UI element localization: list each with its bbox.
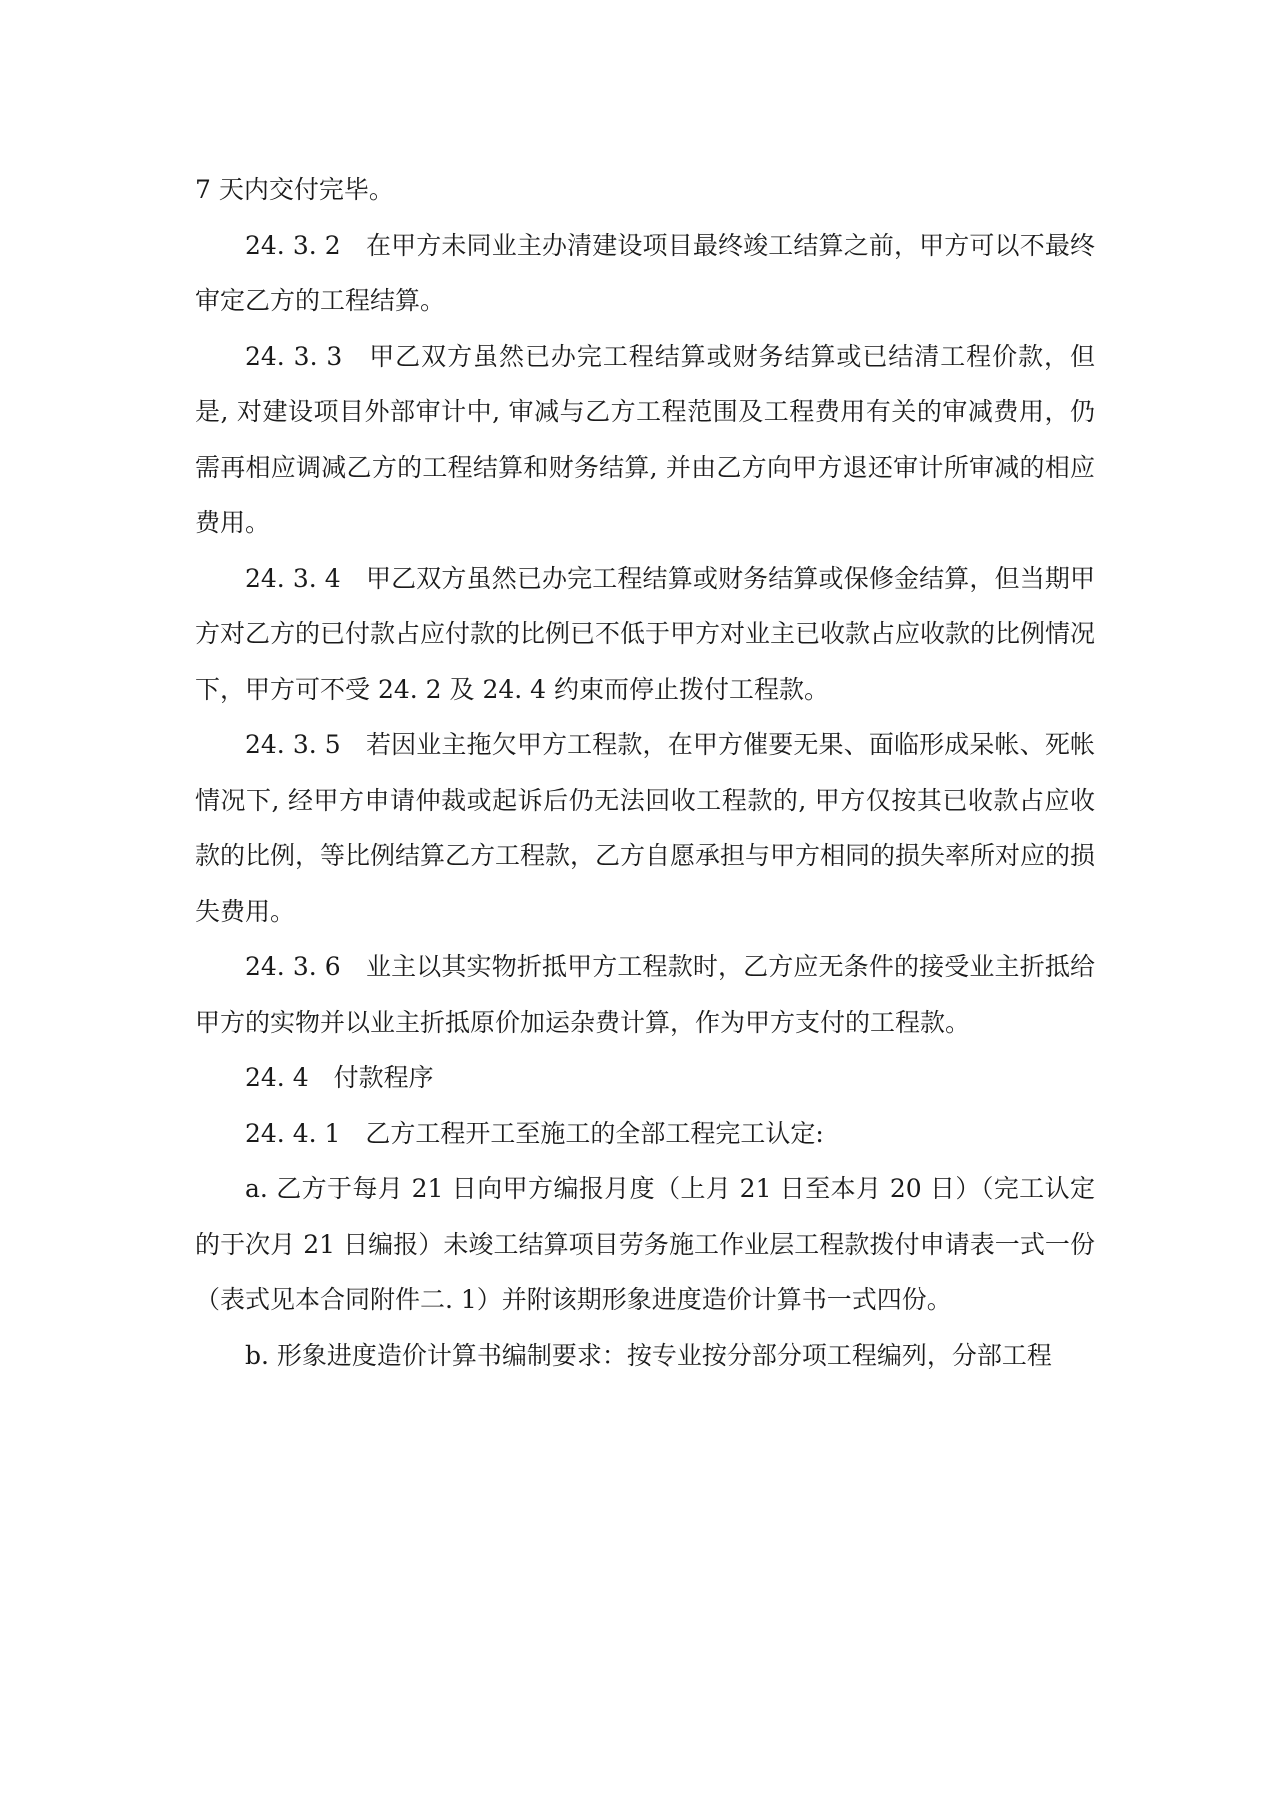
section-heading-24-4: 24. 4 付款程序 <box>245 1063 434 1092</box>
document-body <box>195 162 1095 1383</box>
paragraph-24-3-4: 24. 3. 4 甲乙双方虽然已办完工程结算或财务结算或保修金结算，但当期甲方对乙方的已付款占应付款的比例已不低于甲方对业主已收款占应收款的比例情况下，甲方可不受 24. 2 及 24. 4 约束而停止拨付工程款。 <box>195 563 1096 704</box>
paragraph-24-3-5: 24. 3. 5 若因业主拖欠甲方工程款，在甲方催要无果、面临形成呆帐、死帐情况下, 经甲方申请仲裁或起诉后仍无法回收工程款的, 甲方仅按其已收款占应收款的比例，等比例结算乙方工程款，乙方自愿承担与甲方相同的损失率所对应的损失费用。 <box>195 730 1096 926</box>
paragraph-item-a: a. 乙方于每月 21 日向甲方编报月度（上月 21 日至本月 20 日）（完工认定的于次月 21 日编报）未竣工结算项目劳务施工作业层工程款拨付申请表一式一份（表式见本合同附件二. 1）并附该期形象进度造价计算书一式四份。 <box>195 1174 1095 1314</box>
paragraph-24-3-3: 24. 3. 3 甲乙双方虽然已办完工程结算或财务结算或已结清工程价款，但是, 对建设项目外部审计中, 审减与乙方工程范围及工程费用有关的审减费用，仍需再相应调减乙方的工程结算和财务结算, 并由乙方向甲方退还审计所审减的相应费用。 <box>195 341 1095 537</box>
paragraph-continuation: 7 天内交付完毕。 <box>195 175 394 204</box>
paragraph-item-b: b. 形象进度造价计算书编制要求：按专业按分部分项工程编列，分部工程 <box>245 1340 1052 1370</box>
paragraph-24-4-1: 24. 4. 1 乙方工程开工至施工的全部工程完工认定: <box>245 1118 824 1148</box>
paragraph-24-3-6: 24. 3. 6 业主以其实物折抵甲方工程款时，乙方应无条件的接受业主折抵给甲方的实物并以业主折抵原价加运杂费计算，作为甲方支付的工程款。 <box>195 952 1095 1037</box>
paragraph-24-3-2: 24. 3. 2 在甲方未同业主办清建设项目最终竣工结算之前，甲方可以不最终审定乙方的工程结算。 <box>195 230 1095 315</box>
